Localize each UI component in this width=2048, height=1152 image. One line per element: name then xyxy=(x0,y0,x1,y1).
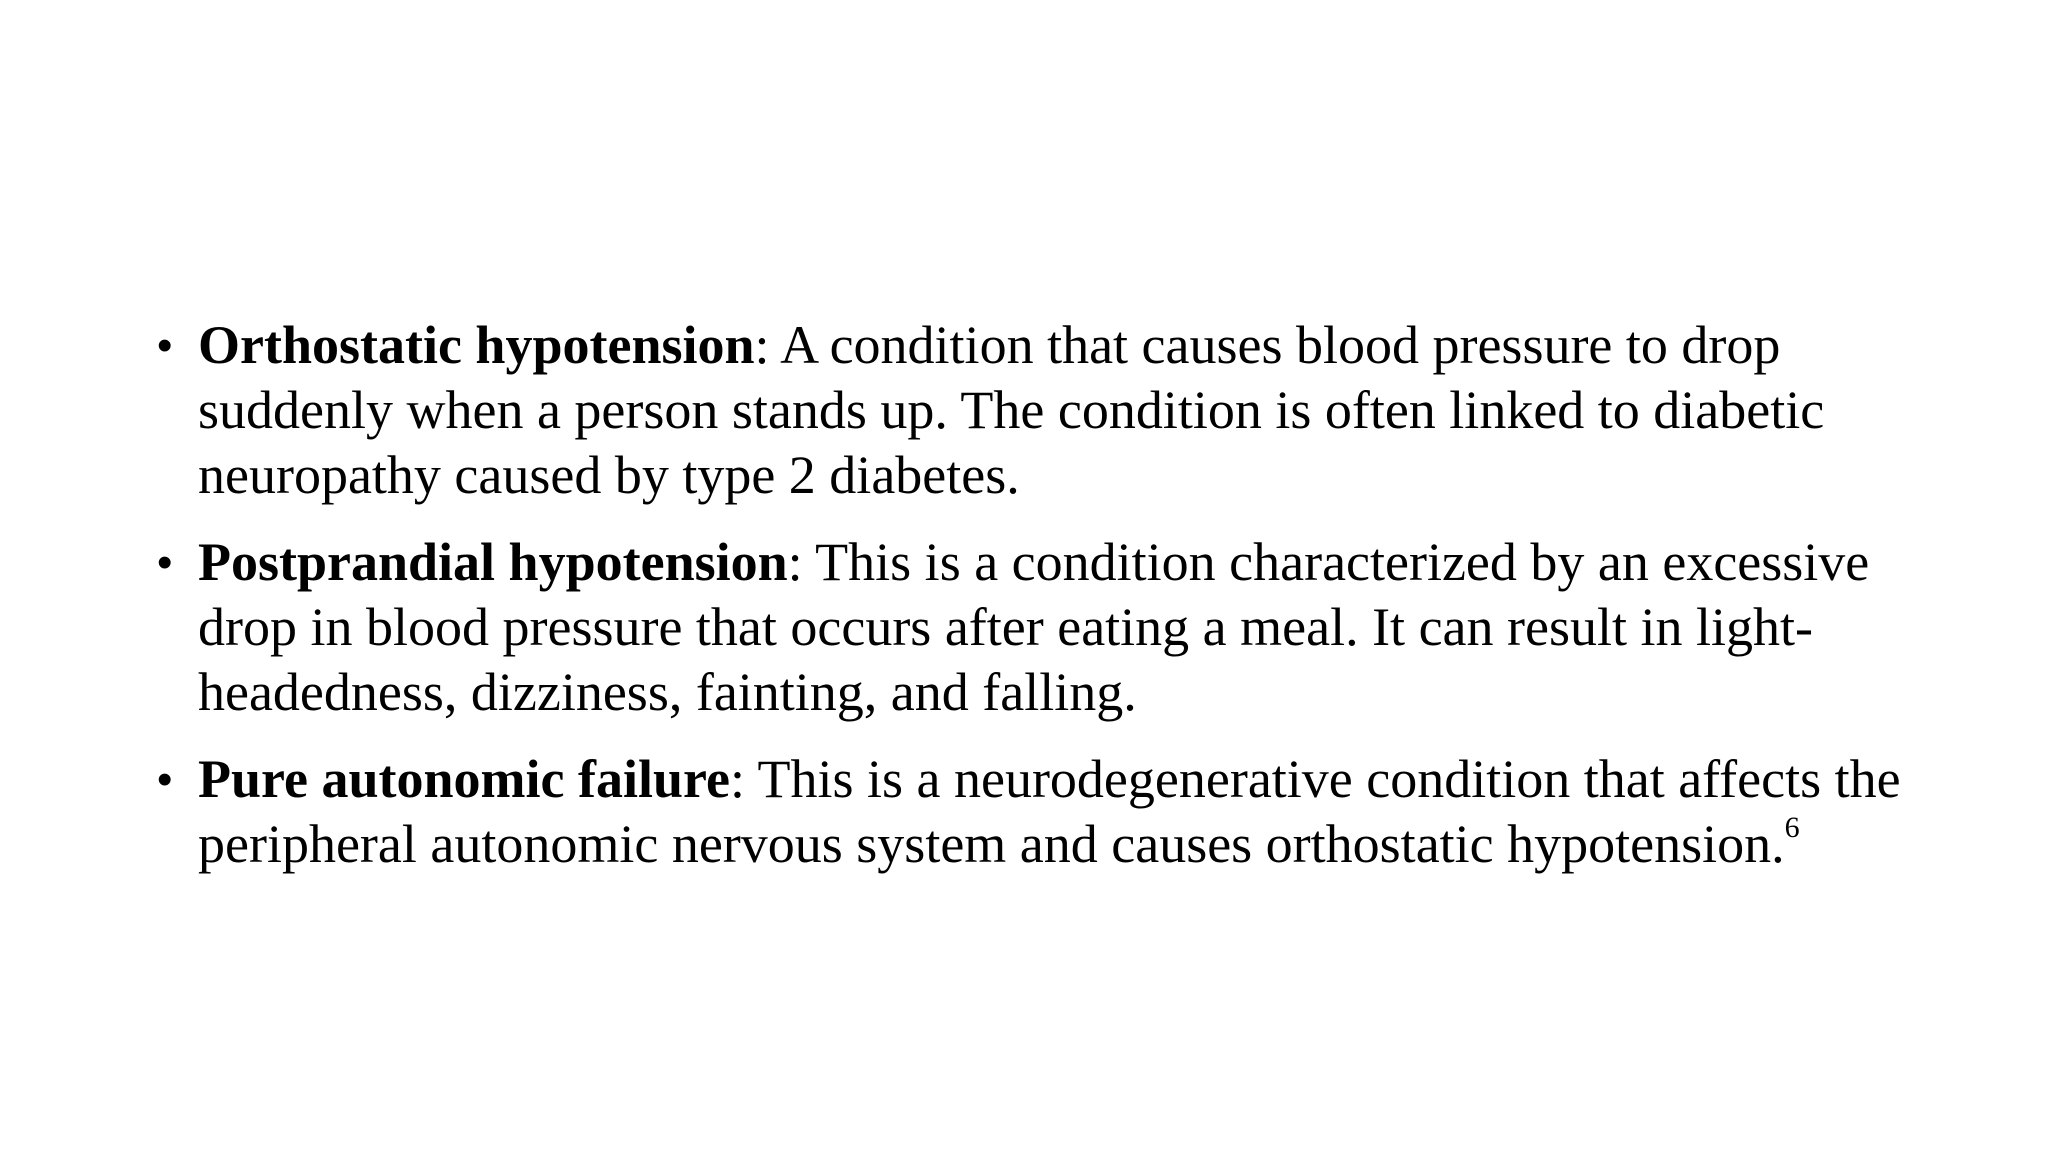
list-item xyxy=(150,530,1940,725)
list-item xyxy=(150,313,1940,508)
bullet-list xyxy=(150,313,1940,899)
bullet-icon: • xyxy=(157,538,173,587)
bullet-icon: • xyxy=(157,755,173,804)
list-item xyxy=(150,747,1940,877)
footnote-ref: 6 xyxy=(1784,811,1800,844)
bullet-icon: • xyxy=(157,321,173,370)
definition-text: : A condition that causes blood pressure to drop suddenly when a person stands up. The condition is often linked to diabetic neuropathy caused by type 2 diabetes. xyxy=(198,315,1825,505)
definition-text: : This is a neurodegenerative condition that affects the peripheral autonomic nervous system and causes orthostatic hypotension. xyxy=(198,749,1901,874)
term-label: Pure autonomic failure xyxy=(198,749,730,809)
term-label: Postprandial hypotension xyxy=(198,532,788,592)
term-label: Orthostatic hypotension xyxy=(198,315,755,375)
definition-text: : This is a condition characterized by an excessive drop in blood pressure that occurs after eating a meal. It can result in light-headedness, dizziness, fainting, and falling. xyxy=(198,532,1870,722)
